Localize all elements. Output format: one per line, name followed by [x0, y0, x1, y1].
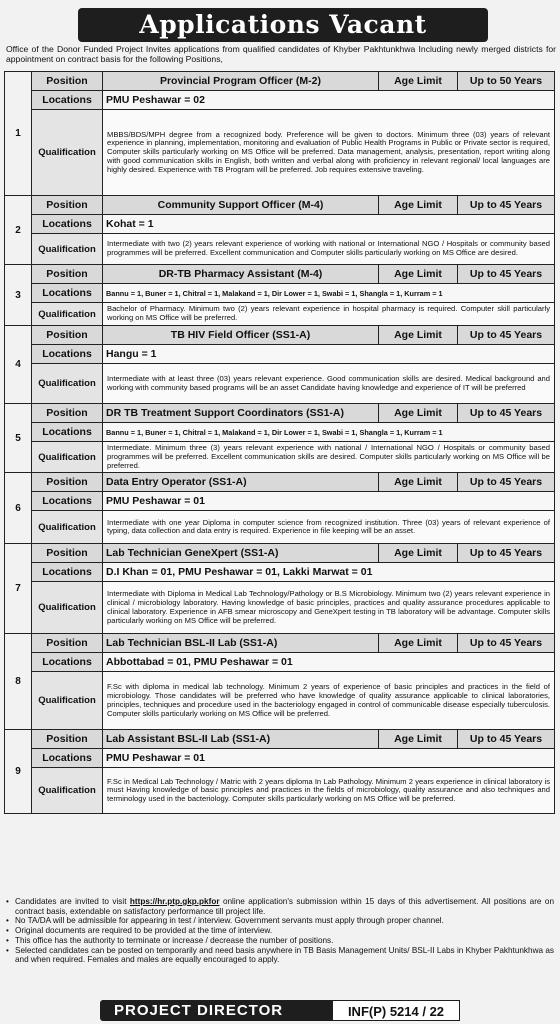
- job-position-row: [5, 196, 555, 215]
- position-title: Provincial Program Officer (M-2): [103, 72, 379, 91]
- qualification-text: MBBS/BDS/MPH degree from a recognized body. Preference will be given to doctors. Minimum three (03) years of relevant experience in planning, implementation, monitoring and evaluation of Public Health Programs in Public or Private sector is required, Computer skills particularly working on MS Office will be preferred. Data management, analysis, presentation, report writing along with good communication skills in English, both written and verbal along with proficiency in relevant regional/ local languages are highly desired. Experience with TB Program will be preferred. Job requires extensive traveling.: [103, 110, 555, 196]
- age-limit-value: Up to 45 Years: [458, 634, 555, 653]
- age-limit-value: Up to 45 Years: [458, 730, 555, 749]
- qualification-label: Qualification: [32, 768, 103, 814]
- locations-value: PMU Peshawar = 01: [103, 492, 555, 511]
- locations-value: D.I Khan = 01, PMU Peshawar = 01, Lakki Marwat = 01: [103, 563, 555, 582]
- job-qualification-row: [5, 110, 555, 196]
- job-position-row: [5, 730, 555, 749]
- job-number: 5: [5, 404, 32, 473]
- note-posting: • Selected candidates can be posted on temporarily and need basis anywhere in TB Basis Management Units/ BSL-II Labs in Khyber Pakhtunkhwa as and when required. Females and males are equally encouraged to apply.: [6, 946, 554, 965]
- locations-label: Locations: [32, 563, 103, 582]
- note-text: Candidates are invited to visit: [15, 897, 130, 906]
- age-limit-label: Age Limit: [379, 730, 458, 749]
- job-qualification-row: [5, 672, 555, 730]
- job-position-row: [5, 72, 555, 91]
- job-locations-row: [5, 749, 555, 768]
- position-title: TB HIV Field Officer (SS1-A): [103, 326, 379, 345]
- qualification-text: Intermediate. Minimum three (3) years relevant experience with national / International NGO / Hospitals or community based programmes will be preferred. Excellent communication skills are desired. Computer skills particularly working on MS Office will be preferred.: [103, 442, 555, 473]
- age-limit-value: Up to 45 Years: [458, 404, 555, 423]
- jobs-table: [4, 71, 555, 814]
- intro-text: Office of the Donor Funded Project Invites applications from qualified candidates of Khyber Pakhtunkhwa Including newly merged districts for appointment on contract basis for the following Positions,: [6, 44, 556, 64]
- job-qualification-row: [5, 303, 555, 326]
- job-position-row: [5, 544, 555, 563]
- qualification-text: Intermediate with one year Diploma in computer science from recognized institution. Three (03) years of relevant experience of typing, data collection and data entry is required. Experience in file keeping will be an asset.: [103, 511, 555, 544]
- job-locations-row: [5, 563, 555, 582]
- advertisement-reference: INF(P) 5214 / 22: [332, 1000, 460, 1021]
- note-original-documents: • Original documents are required to be provided at the time of interview.: [6, 926, 554, 936]
- qualification-label: Qualification: [32, 672, 103, 730]
- job-qualification-row: [5, 234, 555, 265]
- position-title: Data Entry Operator (SS1-A): [103, 473, 379, 492]
- job-number: 7: [5, 544, 32, 634]
- job-qualification-row: [5, 364, 555, 404]
- page-title: Applications Vacant: [78, 8, 488, 42]
- age-limit-label: Age Limit: [379, 265, 458, 284]
- age-limit-value: Up to 50 Years: [458, 72, 555, 91]
- qualification-text: F.Sc in Medical Lab Technology / Matric with 2 years diploma In Lab Pathology. Minimum 2 years experience in clinical laboratory is must Having knowledge of basic principles and practices in the fields of microbiology, quality assurance and also techniques and terminology used in the bacteriology. Computer skills particularly working on MS Office will be preferred.: [103, 768, 555, 814]
- notes-list: [6, 897, 554, 965]
- job-locations-row: [5, 215, 555, 234]
- job-locations-row: [5, 284, 555, 303]
- age-limit-label: Age Limit: [379, 72, 458, 91]
- position-label: Position: [32, 544, 103, 563]
- position-title: Lab Assistant BSL-II Lab (SS1-A): [103, 730, 379, 749]
- position-title: DR TB Treatment Support Coordinators (SS1-A): [103, 404, 379, 423]
- age-limit-label: Age Limit: [379, 196, 458, 215]
- job-number: 8: [5, 634, 32, 730]
- job-position-row: [5, 326, 555, 345]
- position-title: DR-TB Pharmacy Assistant (M-4): [103, 265, 379, 284]
- locations-label: Locations: [32, 749, 103, 768]
- position-label: Position: [32, 72, 103, 91]
- qualification-label: Qualification: [32, 234, 103, 265]
- job-number: 6: [5, 473, 32, 544]
- job-qualification-row: [5, 442, 555, 473]
- qualification-label: Qualification: [32, 303, 103, 326]
- age-limit-label: Age Limit: [379, 326, 458, 345]
- age-limit-label: Age Limit: [379, 473, 458, 492]
- job-locations-row: [5, 653, 555, 672]
- job-position-row: [5, 473, 555, 492]
- qualification-label: Qualification: [32, 582, 103, 634]
- job-locations-row: [5, 492, 555, 511]
- age-limit-value: Up to 45 Years: [458, 196, 555, 215]
- locations-value: Hangu = 1: [103, 345, 555, 364]
- locations-value: Kohat = 1: [103, 215, 555, 234]
- position-label: Position: [32, 404, 103, 423]
- job-number: 2: [5, 196, 32, 265]
- note-authority: • This office has the authority to terminate or increase / decrease the number of positions.: [6, 936, 554, 946]
- locations-value: PMU Peshawar = 02: [103, 91, 555, 110]
- qualification-text: Intermediate with two (2) years relevant experience of working with national or International NGO / Hospitals or community based programmes will be preferred. Excellent communication and Computer skills particularly working on MS Office are desired.: [103, 234, 555, 265]
- application-url-link[interactable]: https://hr.ptp.gkp.pkfor: [129, 897, 220, 906]
- locations-label: Locations: [32, 345, 103, 364]
- qualification-text: F.Sc with diploma in medical lab technology. Minimum 2 years of experience of basic principles and practices in the field of microbiology. Those candidates will be preferred who have knowledge of quality assurance applicable to clinical laboratories, principles, techniques and procedure used in the bacteriology engaged in control of communicable disease especially tuberculosis. Computer skills particularly working on MS Office will be preferred.: [103, 672, 555, 730]
- locations-value: Bannu = 1, Buner = 1, Chitral = 1, Malakand = 1, Dir Lower = 1, Swabi = 1, Shangla = 1, Kurram = 1: [103, 423, 555, 442]
- age-limit-value: Up to 45 Years: [458, 326, 555, 345]
- locations-label: Locations: [32, 423, 103, 442]
- job-position-row: [5, 265, 555, 284]
- job-locations-row: [5, 91, 555, 110]
- qualification-text: Intermediate with at least three (03) years relevant experience. Good communication skills are desired. Medical background and working with community based programs will be an asset Candidate having knowledge and experience of IT will be preferred: [103, 364, 555, 404]
- job-position-row: [5, 634, 555, 653]
- position-title: Lab Technician GeneXpert (SS1-A): [103, 544, 379, 563]
- locations-label: Locations: [32, 653, 103, 672]
- locations-label: Locations: [32, 284, 103, 303]
- locations-label: Locations: [32, 215, 103, 234]
- job-qualification-row: [5, 582, 555, 634]
- position-label: Position: [32, 634, 103, 653]
- job-position-row: [5, 404, 555, 423]
- job-number: 9: [5, 730, 32, 814]
- qualification-label: Qualification: [32, 110, 103, 196]
- position-title: Lab Technician BSL-II Lab (SS1-A): [103, 634, 379, 653]
- position-label: Position: [32, 326, 103, 345]
- qualification-label: Qualification: [32, 511, 103, 544]
- job-qualification-row: [5, 768, 555, 814]
- job-qualification-row: [5, 511, 555, 544]
- age-limit-value: Up to 45 Years: [458, 473, 555, 492]
- signatory: PROJECT DIRECTOR: [114, 1002, 284, 1019]
- locations-label: Locations: [32, 492, 103, 511]
- position-label: Position: [32, 473, 103, 492]
- qualification-text: Bachelor of Pharmacy. Minimum two (2) years relevant experience in hospital pharmacy is required. Computer skill particularly working on MS Office will be preferred.: [103, 303, 555, 326]
- age-limit-label: Age Limit: [379, 404, 458, 423]
- qualification-label: Qualification: [32, 364, 103, 404]
- job-number: 3: [5, 265, 32, 326]
- age-limit-value: Up to 45 Years: [458, 265, 555, 284]
- position-label: Position: [32, 265, 103, 284]
- job-locations-row: [5, 423, 555, 442]
- note-apply-online: [6, 897, 554, 916]
- age-limit-value: Up to 45 Years: [458, 544, 555, 563]
- job-locations-row: [5, 345, 555, 364]
- job-number: 1: [5, 72, 32, 196]
- job-number: 4: [5, 326, 32, 404]
- position-label: Position: [32, 196, 103, 215]
- position-title: Community Support Officer (M-4): [103, 196, 379, 215]
- qualification-label: Qualification: [32, 442, 103, 473]
- qualification-text: Intermediate with Diploma in Medical Lab Technology/Pathology or B.S Microbiology. Minimum two (2) years relevant experience in clinical / microbiology laboratory. Having knowledge of basic principles, practices and quality assurance procedures applicable to clinical laboratory. Experience in AFB smear microscopy and GeneXpert testing in TB laboratory will be advantage. Computer skills particularly working on MS Office will be preferred.: [103, 582, 555, 634]
- age-limit-label: Age Limit: [379, 634, 458, 653]
- locations-value: Bannu = 1, Buner = 1, Chitral = 1, Malakand = 1, Dir Lower = 1, Swabi = 1, Shangla = 1, Kurram = 1: [103, 284, 555, 303]
- note-text: online application's submission within 15 days of this advertisement. All positions are on contract basis, extendable on satisfactory performance till project life.: [15, 897, 554, 916]
- locations-value: Abbottabad = 01, PMU Peshawar = 01: [103, 653, 555, 672]
- position-label: Position: [32, 730, 103, 749]
- age-limit-label: Age Limit: [379, 544, 458, 563]
- footer-bar: [100, 1000, 460, 1021]
- note-ta-da: • No TA/DA will be admissible for appearing in test / interview. Government servants must apply through proper channel.: [6, 916, 554, 926]
- locations-label: Locations: [32, 91, 103, 110]
- locations-value: PMU Peshawar = 01: [103, 749, 555, 768]
